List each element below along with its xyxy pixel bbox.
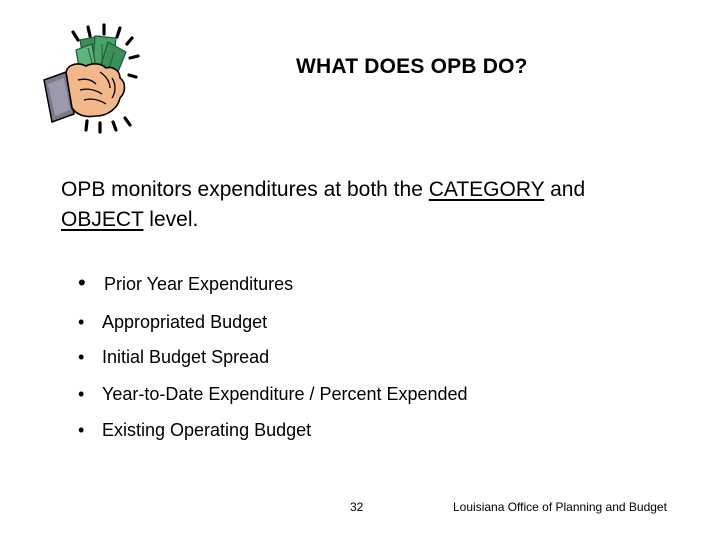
bullet-icon: • <box>78 270 86 295</box>
object-term: OBJECT <box>61 208 144 231</box>
list-item-label: Initial Budget Spread <box>102 347 270 367</box>
intro-text-3: level. <box>143 208 199 231</box>
fist-holding-money-icon <box>40 22 150 137</box>
category-term: CATEGORY <box>428 178 545 201</box>
bullet-icon: • <box>78 312 85 332</box>
list-item-label: Existing Operating Budget <box>102 420 312 440</box>
list-item-label: Prior Year Expenditures <box>104 274 294 294</box>
bullet-icon: • <box>78 420 85 440</box>
intro-text-2: and <box>544 178 586 201</box>
intro-text-1: OPB monitors expenditures at both the <box>61 178 429 201</box>
list-item-label: Appropriated Budget <box>102 312 268 332</box>
page-title: WHAT DOES OPB DO? <box>296 55 528 78</box>
footer-organization: Louisiana Office of Planning and Budget <box>453 500 667 514</box>
page-number: 32 <box>350 500 364 514</box>
intro-paragraph <box>61 175 681 235</box>
bullet-icon: • <box>78 384 85 404</box>
list-item-label: Year-to-Date Expenditure / Percent Expended <box>102 384 468 404</box>
bullet-icon: • <box>78 347 85 367</box>
